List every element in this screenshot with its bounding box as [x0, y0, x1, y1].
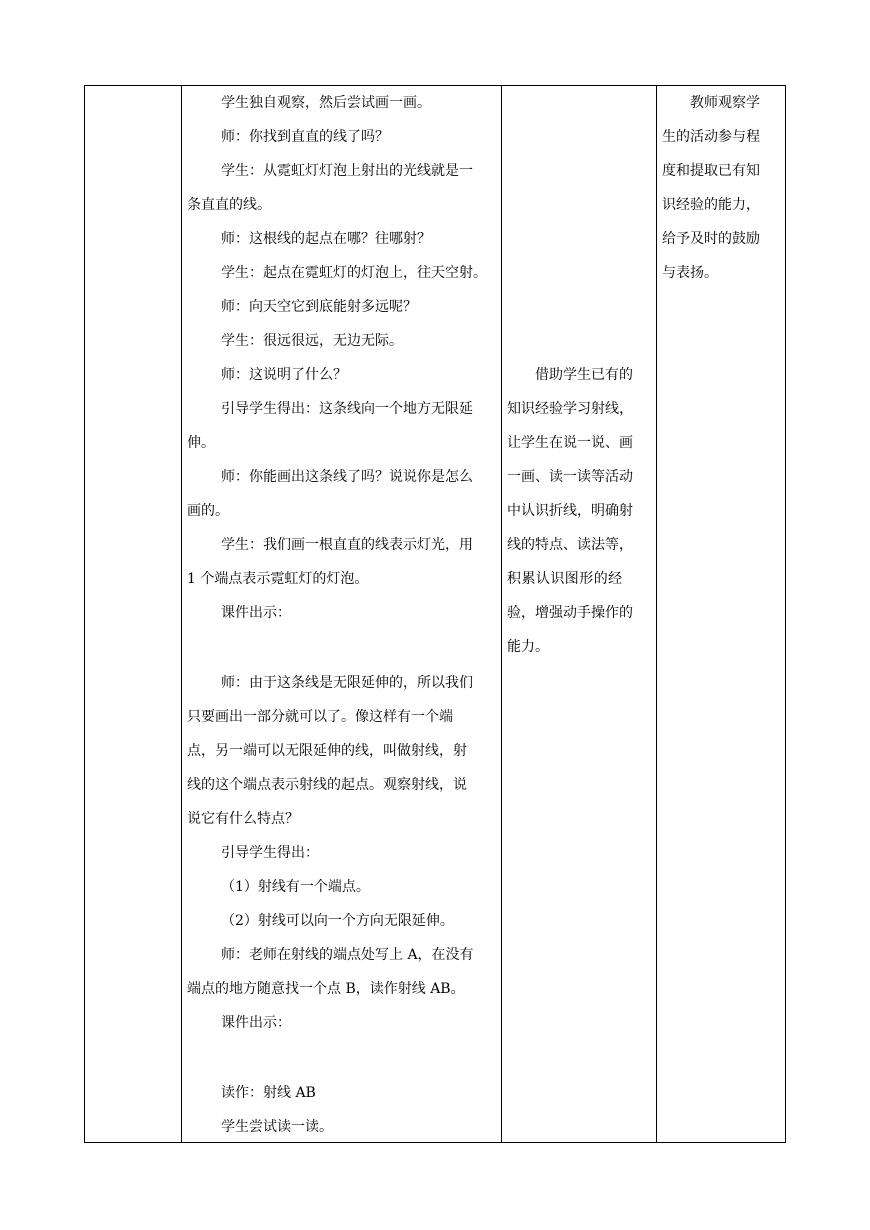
intent-line: 知识经验学习射线， — [507, 401, 633, 417]
process-line: 课件出示： — [221, 605, 291, 621]
assessment-line: 识经验的能力， — [662, 197, 760, 213]
process-line: 只要画出一部分就可以了。像这样有一个端 — [187, 709, 453, 725]
process-line: （2）射线可以向一个方向无限延伸。 — [221, 913, 454, 929]
process-line: 学生独自观察，然后尝试画一画。 — [221, 95, 431, 111]
stage-column — [85, 86, 181, 1142]
lesson-table — [84, 85, 786, 1143]
assessment-column — [662, 86, 781, 1142]
intent-line: 能力。 — [507, 639, 549, 655]
teaching-process-column — [187, 86, 493, 1142]
process-line: 线的这个端点表示射线的起点。观察射线，说 — [187, 777, 467, 793]
process-line: 说它有什么特点？ — [187, 811, 299, 827]
intent-line: 让学生在说一说、画 — [507, 435, 633, 451]
process-line: 师：向天空它到底能射多远呢？ — [221, 299, 417, 315]
intent-line: 验，增强动手操作的 — [507, 605, 633, 621]
intent-line: 积 累 认 识 图 形 的 经 — [507, 571, 621, 587]
assessment-line: 教师观察学 — [690, 95, 760, 111]
process-line: 条直直的线。 — [187, 197, 271, 213]
process-line: 点，另一端可以无限延伸的线，叫做射线，射 — [187, 743, 467, 759]
process-line: 师：你找到直直的线了吗？ — [221, 129, 389, 145]
process-line: 学生：我们画一根直直的线表示灯光，用 — [221, 537, 473, 553]
process-line: 学生：起点在霓虹灯的灯泡上，往天空射。 — [221, 265, 487, 281]
process-line: 学生：从霓虹灯灯泡上射出的光线就是一 — [221, 163, 473, 179]
assessment-line: 给予及时的鼓励 — [662, 231, 760, 247]
process-line: （1）射线有一个端点。 — [221, 879, 370, 895]
intent-line: 借助学生已有的 — [535, 367, 633, 383]
process-line: 师：由于这条线是无限延伸的，所以我们 — [221, 675, 473, 691]
process-line: 1 个端点表示霓虹灯的灯泡。 — [187, 571, 369, 587]
process-line: 课件出示： — [221, 1015, 291, 1031]
process-line: 端点的地方随意找一个点 B，读作射线 AB。 — [187, 981, 465, 997]
process-line: 引导学生得出： — [221, 845, 319, 861]
intent-line: 一画、读一读等活动 — [507, 469, 633, 485]
intent-line: 线的特点、读法等， — [507, 537, 633, 553]
design-intent-column — [507, 86, 650, 1142]
process-line: 读作：射线 AB — [221, 1085, 316, 1101]
process-line: 师：你能画出这条线了吗？说说你是怎么 — [221, 469, 473, 485]
process-line: 师：这说明了什么？ — [221, 367, 347, 383]
column-divider — [501, 86, 502, 1142]
process-line: 学生：很远很远，无边无际。 — [221, 333, 403, 349]
assessment-line: 度和提取已有知 — [662, 163, 760, 179]
assessment-line: 生的活动参与程 — [662, 129, 760, 145]
process-line: 师：老师在射线的端点处写上 A，在没有 — [221, 947, 474, 963]
assessment-line: 与表扬。 — [662, 265, 718, 281]
process-line: 学生尝试读一读。 — [221, 1119, 333, 1135]
process-line: 伸。 — [187, 435, 215, 451]
process-line: 画的。 — [187, 503, 229, 519]
column-divider — [656, 86, 657, 1142]
column-divider — [181, 86, 182, 1142]
intent-line: 中认识折线，明确射 — [507, 503, 633, 519]
process-line: 引导学生得出：这条线向一个地方无限延 — [221, 401, 473, 417]
process-line: 师：这根线的起点在哪？往哪射？ — [221, 231, 431, 247]
